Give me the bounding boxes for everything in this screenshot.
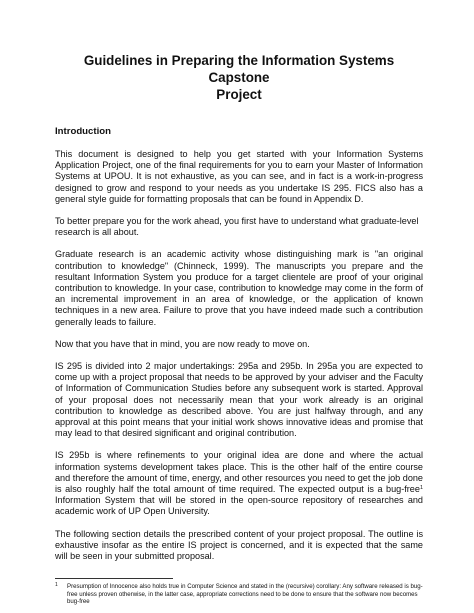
document-title: Guidelines in Preparing the Information Systems Capstone Project [83,53,395,102]
section-heading-introduction: Introduction [55,126,111,137]
document-page [55,52,423,606]
paragraph-5: IS 295 is divided into 2 major undertakings: 295a and 295b. In 295a you are expected to come up with a project proposal that needs to be approved by your adviser and the Faculty of Information of Communication Studies before any subsequent work is started. Approval of your proposal does not necessarily mean that your work already is an original contribution to knowledge as described above. You are just halfway through, and any approval at this point means that your initial work shows innovative ideas and promise that may lead to that desired significant and original contribution. [55,361,423,439]
paragraph-1: This document is designed to help you get started with your Information Systems Application Project, one of the final requirements for you to earn your Master of Information Systems at UPOU. It is not exhaustive, as you can see, and in fact is a work-in-progress designed to grow and respond to your needs as you undertake IS 295. FICS also has a general style guide for formatting proposals that can be found in Appendix D. [55,149,423,204]
paragraph-4: Now that you have that in mind, you are now ready to move on. [55,338,310,349]
paragraph-6-text-start: IS 295b is where refinements to your original idea are done and where the actual information systems development takes place. This is the other half of the entire course and therefore the amount of time, energy, and other resources you need to get the job done is also roughly half the total amount of time required. The expected output is a bug-free [55,450,423,495]
paragraph-6-text-end: Information System that will be stored in the open-source repository of researches and academic work of UP Open University. [55,495,423,517]
footnote [55,583,423,606]
footnote-divider [55,578,173,579]
footnote-reference-mark: 1 [419,485,423,492]
footnote-number: 1 [55,582,58,589]
paragraph-3: Graduate research is an academic activity whose distinguishing mark is "an original contribution to knowledge" (Chinneck, 1999). The manuscripts you prepare and the resultant Information System you produce for a target clientele are proof of your original contribution to knowledge. In your case, contribution to knowledge may come in the form of an incremental improvement in an area of knowledge, or the application of known techniques in a new area. Failure to prove that you have indeed made such a contribution generally leads to failure. [55,249,423,327]
footnote-text: Presumption of Innocence also holds true in Computer Science and stated in the (recursive) corollary: Any software released is bug-free unless proven otherwise, in the latter case, appropriate corrections need to be done to ensure that the software now becomes bug-free [67,583,423,606]
paragraph-7: The following section details the prescribed content of your project proposal. The outline is exhaustive insofar as the entire IS project is concerned, and it is expected that the same will be seen in your submitted proposal. [55,528,423,562]
paragraph-2: To better prepare you for the work ahead, you first have to understand what graduate-level research is all about. [55,216,419,238]
paragraph-6 [55,450,423,517]
